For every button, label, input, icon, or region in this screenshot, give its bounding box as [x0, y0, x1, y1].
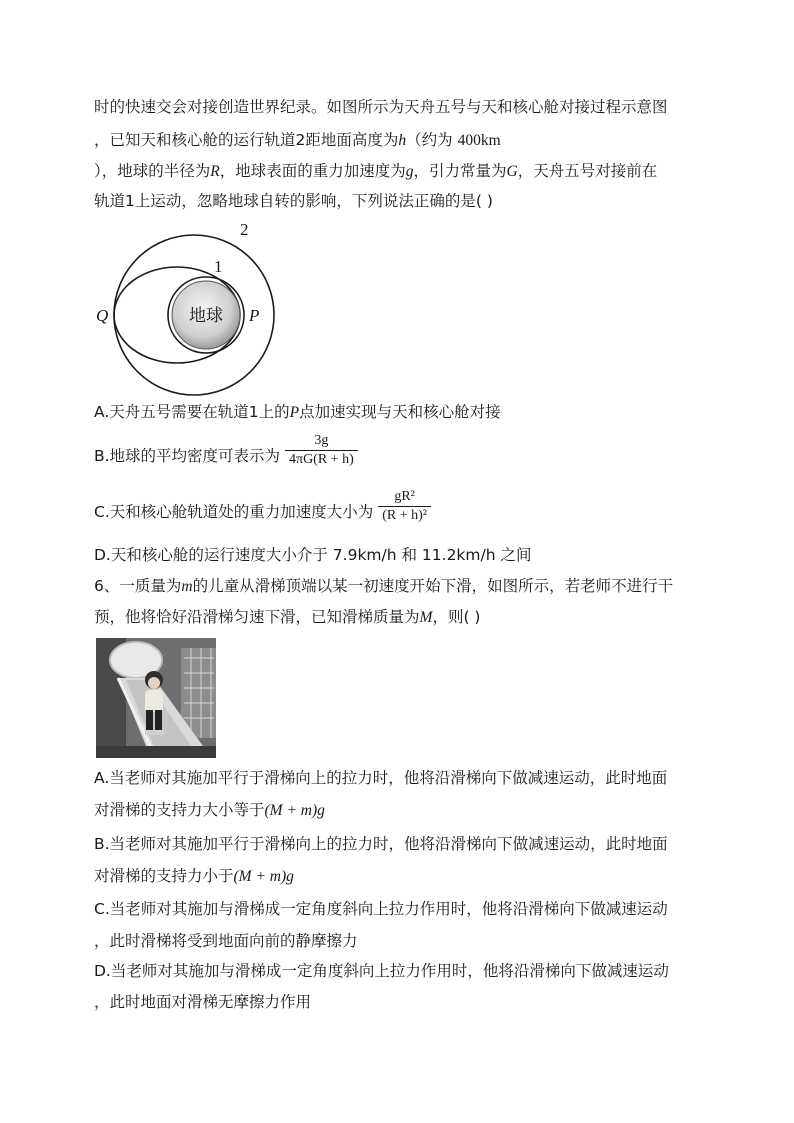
q5-option-A [94, 401, 501, 424]
var-R: R [210, 163, 220, 180]
q6-line-1 [94, 575, 673, 598]
var-P: P [289, 404, 300, 421]
q5-line-2 [94, 129, 501, 152]
gravity-numerator: gR² [378, 488, 431, 507]
q5-line-3-text-a: ），地球的半径为 [94, 162, 211, 180]
var-m: m [181, 578, 193, 595]
q6-line-2 [94, 606, 480, 629]
q5-option-B [94, 433, 358, 469]
q6-line-2-text-a: 预，他将恰好沿滑梯匀速下滑，已知滑梯质量为 [94, 608, 420, 626]
q6-option-D-line-1: D.当老师对其施加与滑梯成一定角度斜向上拉力作用时，他将沿滑梯向下做减速运动 [94, 962, 669, 980]
q6-option-D-line-2: ，此时地面对滑梯无摩擦力作用 [94, 993, 312, 1011]
orbit-1-label: 1 [214, 257, 223, 276]
q6-line-2-text-b: ，则( ) [432, 608, 481, 626]
q6-option-A-line-2 [94, 799, 325, 822]
gravity-fraction [378, 488, 431, 525]
point-Q-label: Q [96, 306, 109, 325]
q5-line-4: 轨道1上运动，忽略地球自转的影响，下列说法正确的是( ) [94, 192, 493, 210]
orbit-diagram [94, 218, 294, 398]
density-fraction [285, 432, 358, 469]
q6-option-B-formula: (M + m)g [233, 868, 294, 885]
q5-line-3 [94, 160, 657, 183]
q6-line-1-text-a: 6、一质量为 [94, 577, 182, 595]
q6-option-A-line-2-text: 对滑梯的支持力大小等于 [94, 801, 265, 819]
slide-photo [96, 638, 216, 758]
q5-line-1: 时的快速交会对接创造世界纪录。如图所示为天舟五号与天和核心舱对接过程示意图 [94, 98, 668, 116]
q6-option-B-line-1: B.当老师对其施加平行于滑梯向上的拉力时，他将沿滑梯向下做减速运动，此时地面 [94, 835, 668, 853]
var-g: g [405, 163, 414, 180]
q6-option-C-line-1: C.当老师对其施加与滑梯成一定角度斜向上拉力作用时，他将沿滑梯向下做减速运动 [94, 900, 668, 918]
q5-line-3-text-b: ，地球表面的重力加速度为 [219, 162, 406, 180]
q6-option-A-formula: (M + m)g [264, 802, 325, 819]
q5-line-3-text-d: ，天舟五号对接前在 [517, 162, 658, 180]
altitude-value: 400km [457, 132, 501, 149]
var-h: h [398, 132, 407, 149]
density-numerator: 3g [285, 432, 358, 451]
q6-line-1-text-b: 的儿童从滑梯顶端以某一初速度开始下滑，如图所示，若老师不进行干 [192, 577, 674, 595]
q5-line-2-text-b: （约为 [406, 131, 453, 149]
density-denominator: 4πG(R + h) [289, 452, 354, 467]
gravity-denominator: (R + h)² [382, 508, 427, 523]
q5-option-A-text-a: A.天舟五号需要在轨道1上的 [94, 403, 290, 421]
q6-option-A-line-1: A.当老师对其施加平行于滑梯向上的拉力时，他将沿滑梯向下做减速运动，此时地面 [94, 769, 668, 787]
q6-option-B-line-2 [94, 865, 294, 888]
point-P-label: P [249, 306, 260, 325]
q5-line-2-text-a: ，已知天和核心舱的运行轨道2距地面高度为 [94, 131, 399, 149]
var-G: G [506, 163, 518, 180]
q6-option-B-line-2-text: 对滑梯的支持力小于 [94, 867, 234, 885]
q6-option-C-line-2: ，此时滑梯将受到地面向前的静摩擦力 [94, 932, 358, 950]
earth-label: 地球 [189, 306, 223, 326]
q5-line-3-text-c: ，引力常量为 [413, 162, 507, 180]
orbit-2-label: 2 [240, 220, 249, 239]
q5-option-C [94, 489, 431, 525]
var-M: M [419, 609, 433, 626]
q5-option-A-text-b: 点加速实现与天和核心舱对接 [299, 403, 501, 421]
q5-option-B-text: B.地球的平均密度可表示为 [94, 447, 281, 465]
q5-option-D: D.天和核心舱的运行速度大小介于 7.9km/h 和 11.2km/h 之间 [94, 546, 532, 564]
q5-option-C-text: C.天和核心舱轨道处的重力加速度大小为 [94, 503, 374, 521]
